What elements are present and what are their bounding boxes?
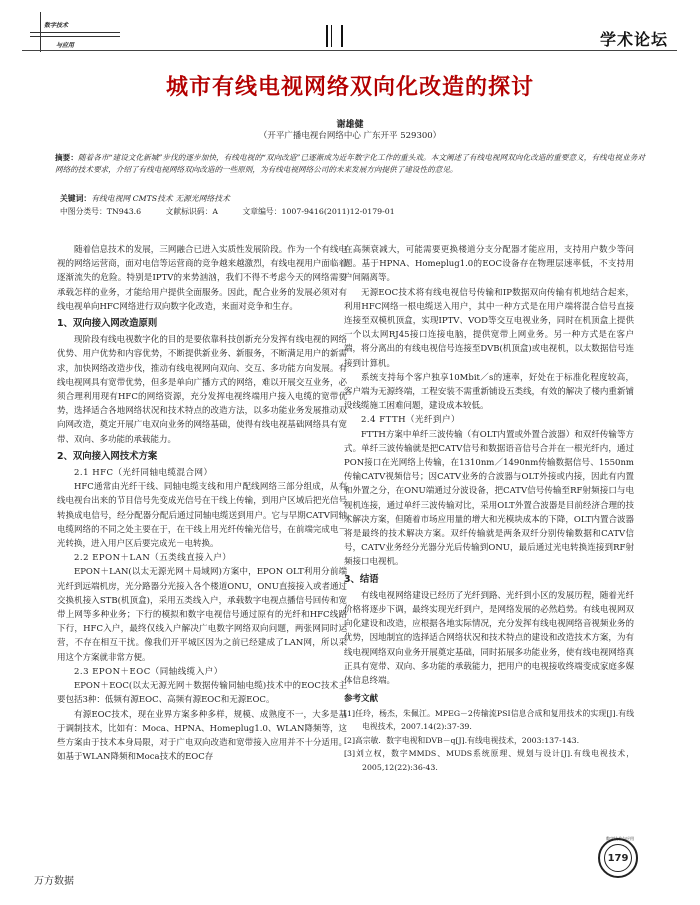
abstract xyxy=(55,152,645,176)
tag-horizontal-rule xyxy=(30,36,120,37)
column-tag-line2: 与应用 xyxy=(56,42,75,49)
paragraph: 无源EOC技术将有线电视信号传输和IP数据双向传输有机地结合起来，利用HFC网络一根电缆送入用户，其中一种方式是在用户端将混合信号直接连接至双模机顶盒，实现IPTV、VOD等交互电视业务，同时在机顶盒上提供一个以太网RJ45接口连接电脑，提供宽带上网业务。另一种方式是在客户端，将分离出的有线电视信号连接至DVB(机顶盒)或电视机，以太数据信号连接到计算机。 xyxy=(344,287,634,369)
badge-journal-name: 数字技术与应用 xyxy=(606,836,634,841)
subsection-heading: 2.4 FTTH（光纤到户） xyxy=(361,415,461,426)
reference-item: [2]高宗敏．数字电视和DVB－q[J].有线电视技术，2003:137-143. xyxy=(344,735,580,745)
paragraph: 有线电视网络建设已经历了光纤到路、光纤到小区的发展历程，随着光纤价格将逐步下调，最终实现光纤到户，是网络发展的必然趋势。有线电视网双向化建设和改造，应根据各地实际情况，充分发挥有线电视网络音视频业务的优势，因地制宜的选择适合网络状况和技术特点的建设和改造技术方案，为有线电视网络双向业务开展奠定基础，同时拓展多功能业务，使有线电视网络真正具有宽带、双向、多功能的承载能力，把用户的电视接收终端变成家庭多媒体信息终端。 xyxy=(344,590,634,687)
paragraph: EPON＋EOC(以太无源光网＋数据传输同轴电缆)技术中的EOC技术主要包括3种：低频有源EOC、高频有源EOC和无源EOC。 xyxy=(57,681,347,706)
keywords xyxy=(60,193,230,204)
subsection-heading: 2.3 EPON＋EOC（同轴线缆入户） xyxy=(74,666,223,677)
affiliation: （开平广播电视台网络中心 广东开平 529300） xyxy=(258,131,442,141)
article-title: 城市有线电视网络双向化改造的探讨 xyxy=(165,75,534,100)
paragraph: 在高频衰减大，可能需要更换楼道分支分配器才能应用，支持用户数少等问题。基于HPNA、Homeplug1.0的EOC设备存在物理层速率低，不支持用户间隔离等。 xyxy=(344,245,634,284)
keywords-text: 有线电视网 CMTS技术 无源光网络技术 xyxy=(91,194,230,203)
references-list xyxy=(344,707,634,775)
references-heading: 参考文献 xyxy=(344,694,379,705)
journal-column-tag xyxy=(22,12,122,54)
page-number-badge xyxy=(598,838,638,878)
section-heading: 1、双向接入网改造原则 xyxy=(57,318,158,330)
paragraph: HFC通常由光纤干线、同轴电缆支线和用户配线网络三部分组成，从有线电视台出来的节目信号先变成光信号在干线上传输，到用户区域后把光信号转换成电信号，经分配器分配后通过同轴电缆送到用户。它与早期CATV同轴电缆网络的不同之处主要在于，在干线上用光纤传输光信号，在前端完成电－光转换，进入用户区后要完成光－电转换。 xyxy=(57,482,347,550)
abstract-label: 摘要： xyxy=(55,153,78,162)
column-tag-line1: 数字技术 xyxy=(44,22,69,29)
section-heading: 2、双向接入网技术方案 xyxy=(57,450,158,462)
reference-item: [3]刘立权，数字MMDS、MUDS系统原理、规划与设计[J].有线电视技术，2005,12(22):36-43. xyxy=(344,749,634,772)
classification-line xyxy=(60,206,417,217)
keywords-label: 关键词： xyxy=(60,194,92,203)
section-label: 学术论坛 xyxy=(599,30,668,49)
subsection-heading: 2.2 EPON＋LAN（五类线直接入户） xyxy=(74,553,232,564)
paragraph: EPON＋LAN(以太无源光网＋局域网)方案中，EPON OLT利用分前端光纤到远端机房，光分路器分光接入各个楼道ONU，ONU直接接入或者通过交换机接入STB(机顶盒)，采用五类线入户，承载数字电视点播信号回传和宽带上网等多种业务；下行的模拟和数字电视信号通过原有的光纤和HFC线路下行，HFC入户，最终仅线入户解决广电数字网络双向问题，两张网同时运营，不存在相互干扰。像我们开平城区因为之前已经建成了LAN网，所以采用这个方案就非常方便。 xyxy=(57,567,347,663)
source-watermark: 万方数据 xyxy=(34,876,74,887)
right-column xyxy=(344,243,634,774)
class-number: 中图分类号：TN943.6 xyxy=(60,207,142,216)
left-column xyxy=(57,243,347,764)
tag-horizontal-rule xyxy=(30,32,120,33)
paragraph: 现阶段有线电视数字化的目的是要依靠科技创新充分发挥有线电视的网络优势、用户优势和内容优势，不断提供新业务、新服务，不断满足用户的新需求，加快网络改造步伐，推动有线电视网向双向、交互、多功能方向发展。有线电视网具有宽带优势，但多是单向广播方式的网络，难以开展交互业务，必须合理利用现有HFC的网络资源，充分发挥电视终端用户接入电缆的宽带优势，选择适合各地网络状况和技术特点的改造方法，以多功能业务发展推动双向网改造，奠定开展广电双向业务的网络基础，使得有线电视基础网络具有宽带、双向、多功能的承载能力。 xyxy=(57,335,347,445)
page-number: 179 xyxy=(604,844,632,872)
article-number: 文章编号：1007-9416(2011)12-0179-01 xyxy=(242,207,395,216)
intro-paragraph: 随着信息技术的发展，三网融合已进入实质性发展阶段。作为一个有线电视的网络运营商，面对电信等运营商的竞争越来越激烈，有线电视用户面临着逐渐流失的危险。特别是IPTV的来势汹汹，我们不得不考虑今天的网络需要承载怎样的业务，才能给用户提供全面服务。因此，配合业务的发展必须对有线电视单向HFC网络进行双向数字化改造，来面对竞争和生存。 xyxy=(57,245,347,312)
abstract-text: 随着各市“建设文化新城”步伐的逐步加快，有线电视的“双向改造”已逐渐成为近年数字化工作的重头戏。本文阐述了有线电视网双向化改造的重要意义，有线电视业务对网络的技术要求，介绍了有线电视网络双向改造的一些原则，为有线电视网络公司的未来发展方向提供了建设性的意见。 xyxy=(55,153,646,174)
subsection-heading: 2.1 HFC（光纤同轴电缆混合网） xyxy=(74,468,213,479)
header-decorative-bars xyxy=(326,25,346,47)
header-rule xyxy=(22,50,677,51)
paragraph: FTTH方案中单纤三波传输（有OLT内置或外置合波器）和双纤传输等方式。单纤三波传输就是把CATV信号和数据语音信号合并在一根光纤内，通过PON接口在光网络上传输，在1310nm／1490nm传输数据信号、1550nm传输CATV视频信号；因CATV业务的合波器与OLT外接或内接，因此有内置和外置之分，在ONU端通过分波设备，把CATV信号传输至RF射频接口与电视机连接，通过单纤三波传输对比，采用OLT外置合波器是目前经济合理的技术解决方案，但随着市场应用量的增大和光模块成本的下降，OLT内置合波器将是最终的技术解决方案。双纤传输就是两条双纤分别传输数据和CATV信号，CATV业务经分光器分光后传输到ONU，最后通过光电转换连接到RF射频接口电视机。 xyxy=(344,429,634,568)
reference-item: [1]任玲，杨杰，朱佩江。MPEG－2传输流PSI信息合成和复用技术的实现[J].有线电视技术，2007.14(2):37-39. xyxy=(344,708,634,731)
document-code: 文献标识码：A xyxy=(165,207,219,216)
section-heading: 3、结语 xyxy=(344,573,379,585)
paragraph: 有源EOC技术，现在业界方案多种多样，规模、成熟度不一，大多是基于调制技术，比如有：Moca、HPNA、Homeplug1.0、WLAN降频等，这些方案由于技术本身局限，对于广电双向改造和宽带接入应用并不十分适用。如基于WLAN降频和Moca技术的EOC存 xyxy=(57,709,347,763)
paragraph: 系统支持每个客户独享10Mbit／s的速率，好处在于标准化程度较高，客户端为无源终端，工程安装不需重新铺设五类线，有效的解决了楼内重新铺设线缆施工困难问题，建设成本较低。 xyxy=(344,372,634,412)
author: 谢雄健 xyxy=(336,120,364,130)
